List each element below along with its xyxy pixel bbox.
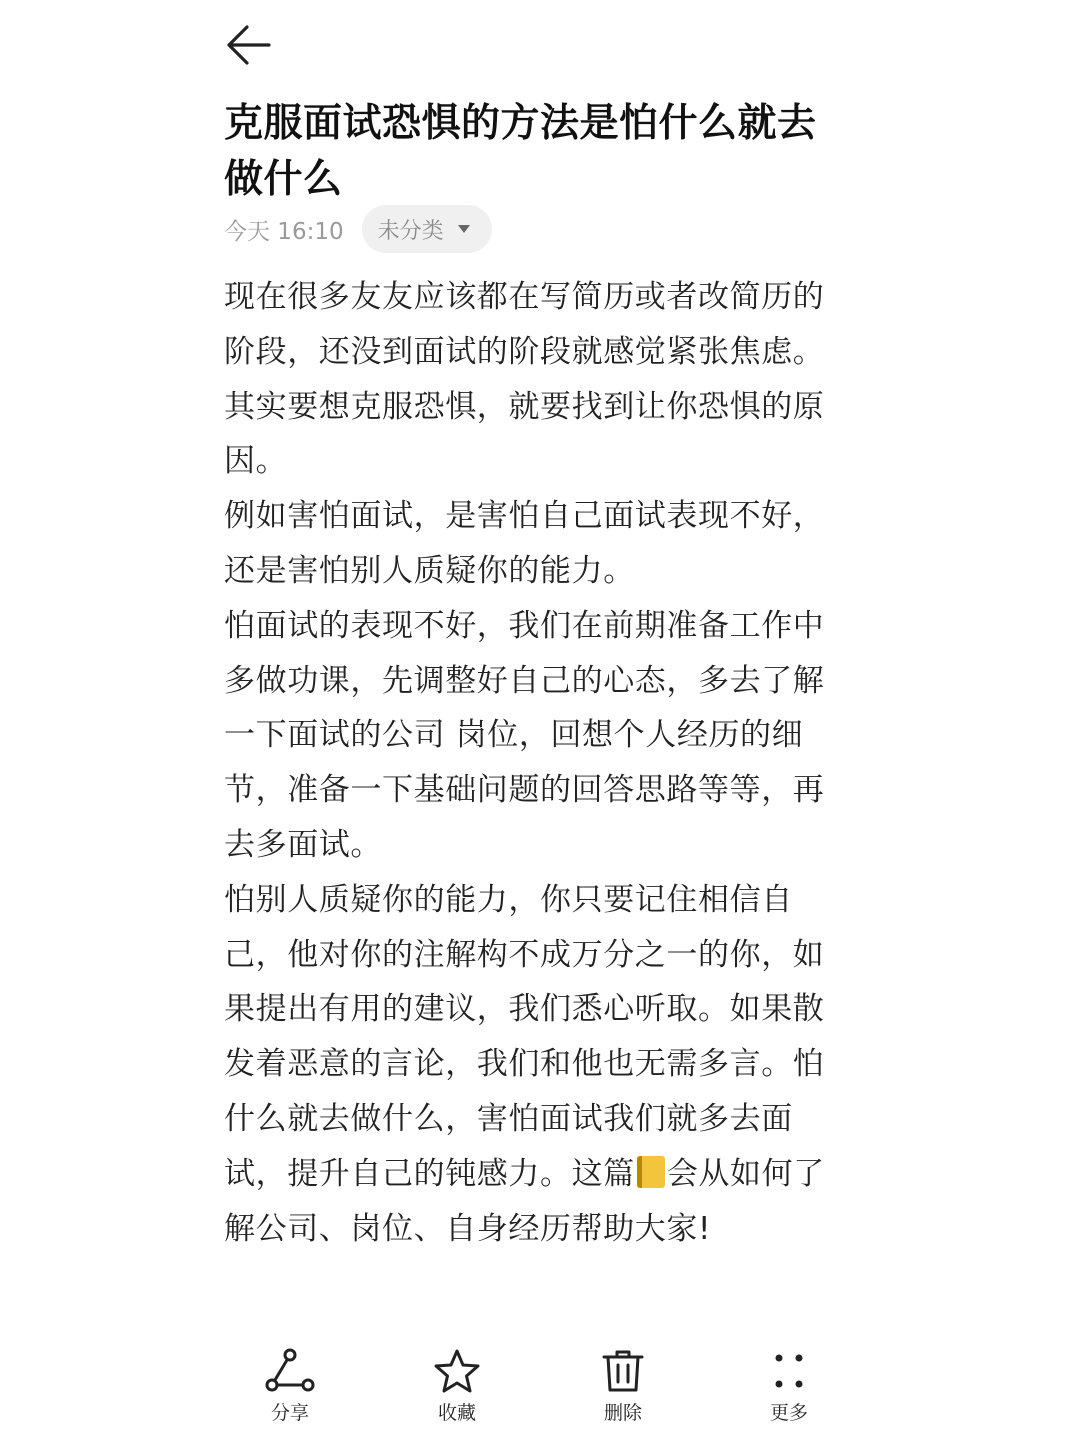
- back-arrow-icon: [225, 25, 271, 65]
- paragraph: 例如害怕面试，是害怕自己面试表现不好，还是害怕别人质疑你的能力。: [224, 498, 825, 589]
- back-button[interactable]: [222, 22, 274, 68]
- note-timestamp: 今天 16:10: [224, 218, 344, 245]
- share-label: 分享: [270, 1402, 309, 1424]
- trash-icon: [598, 1348, 648, 1394]
- share-icon: [265, 1348, 315, 1394]
- paragraph-text: 怕别人质疑你的能力，你只要记住相信自己，他对你的注解构不成万分之一的你，如果提出有用的建议，我们悉心听取。如果散发着恶意的言论，我们和他也无需多言。怕什么就去做什么，害怕面试我们就多去面试，提升自己的钝感力。这篇: [224, 881, 825, 1192]
- bottom-toolbar: [0, 1330, 1080, 1440]
- paragraph-text: 会从如何了解公司、岗位、自身经历帮助大家!: [224, 1155, 825, 1247]
- note-body[interactable]: [224, 270, 854, 1330]
- dropdown-caret-icon: [458, 225, 470, 233]
- more-label: 更多: [769, 1402, 808, 1424]
- notebook-emoji-icon: [637, 1156, 665, 1188]
- favorite-label: 收藏: [437, 1402, 476, 1424]
- share-button[interactable]: [235, 1348, 345, 1425]
- paragraph: [224, 873, 854, 1257]
- delete-button[interactable]: [568, 1348, 678, 1425]
- paragraph: 现在很多友友应该都在写简历或者改简历的阶段，还没到面试的阶段就感觉紧张焦虑。其实要想克服恐惧，就要找到让你恐惧的原因。: [224, 279, 825, 480]
- more-button[interactable]: [734, 1348, 844, 1425]
- note-meta: [224, 205, 492, 253]
- more-dots-icon: [764, 1348, 814, 1394]
- star-icon: [432, 1348, 482, 1394]
- category-selector[interactable]: [362, 205, 492, 253]
- note-title: 克服面试恐惧的方法是怕什么就去做什么: [224, 101, 817, 202]
- favorite-button[interactable]: [402, 1348, 512, 1425]
- delete-label: 删除: [603, 1402, 642, 1424]
- paragraph: 怕面试的表现不好，我们在前期准备工作中多做功课，先调整好自己的心态，多去了解一下面试的公司 岗位，回想个人经历的细节，准备一下基础问题的回答思路等等，再去多面试。: [224, 607, 825, 863]
- category-label: 未分类: [377, 218, 444, 244]
